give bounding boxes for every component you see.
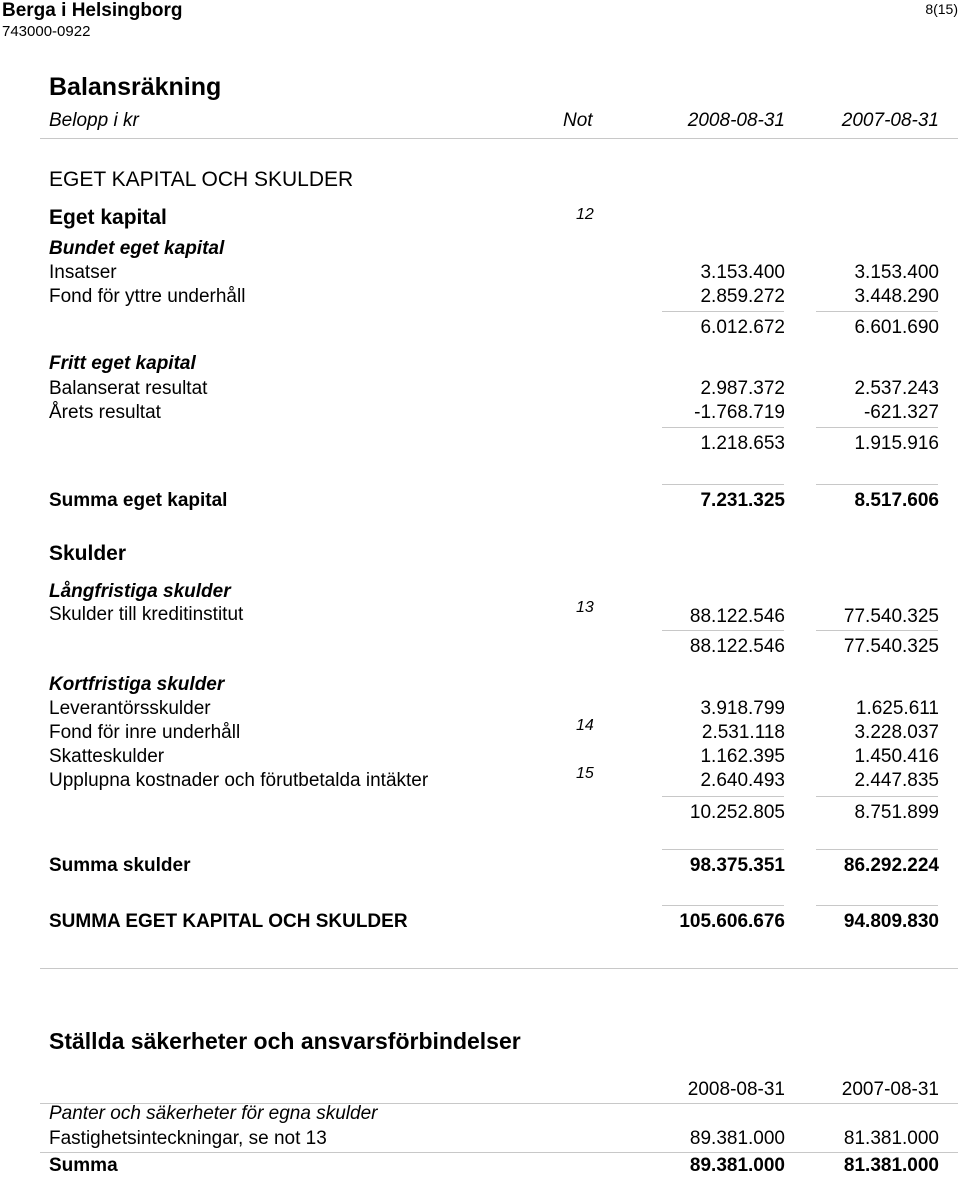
grand-total-row xyxy=(0,911,960,935)
row-value-year2: 81.381.000 xyxy=(843,1128,939,1149)
subtotal-row xyxy=(0,317,960,341)
liabilities-heading-row xyxy=(0,542,960,566)
row-value-year1: 2.531.118 xyxy=(701,722,785,743)
grand-total-year1: 105.606.676 xyxy=(679,911,785,932)
liabilities-total-label: Summa skulder xyxy=(49,855,191,876)
section-divider xyxy=(40,968,958,969)
page-title: Balansräkning xyxy=(49,73,222,101)
table-row xyxy=(0,765,960,794)
row-value-year1: -1.768.719 xyxy=(694,402,785,423)
row-value-year2: 1.450.416 xyxy=(854,746,939,767)
pledged-total-divider xyxy=(40,1152,958,1153)
row-value-year1: 89.381.000 xyxy=(689,1128,785,1149)
column-header-year2: 2007-08-31 xyxy=(841,110,939,131)
subtotal-year1: 88.122.546 xyxy=(689,636,785,657)
row-value-year1: 3.918.799 xyxy=(700,698,785,719)
short-term-heading-row xyxy=(0,674,960,698)
subtotal-divider xyxy=(662,796,784,797)
equity-total-year2: 8.517.606 xyxy=(854,490,939,511)
column-header-year1: 2008-08-31 xyxy=(687,110,785,131)
pledged-total-year1: 89.381.000 xyxy=(689,1155,785,1176)
total-divider xyxy=(816,484,938,485)
long-term-heading-row xyxy=(0,581,960,605)
row-note: 15 xyxy=(576,765,594,782)
total-divider xyxy=(816,849,938,850)
table-row xyxy=(0,286,960,310)
pledged-total-label: Summa xyxy=(49,1155,118,1176)
row-value-year1: 88.122.546 xyxy=(689,606,785,627)
subtotal-year2: 6.601.690 xyxy=(854,317,939,338)
long-term-heading: Långfristiga skulder xyxy=(49,581,231,602)
grand-total-year2: 94.809.830 xyxy=(843,911,939,932)
subtotal-divider xyxy=(816,630,938,631)
equity-total-year1: 7.231.325 xyxy=(700,490,785,511)
section-heading: EGET KAPITAL OCH SKULDER xyxy=(49,168,354,191)
total-divider xyxy=(662,849,784,850)
equity-note: 12 xyxy=(576,206,594,223)
row-value-year1: 2.859.272 xyxy=(700,286,785,307)
row-value-year2: 77.540.325 xyxy=(843,606,939,627)
subtotal-year2: 8.751.899 xyxy=(854,802,939,823)
subtotal-year1: 10.252.805 xyxy=(689,802,785,823)
row-value-year2: -621.327 xyxy=(863,402,939,423)
free-equity-heading: Fritt eget kapital xyxy=(49,353,196,374)
restricted-equity-heading-row xyxy=(0,238,960,262)
row-note: 13 xyxy=(576,599,594,616)
table-row xyxy=(0,717,960,746)
subtotal-divider xyxy=(662,630,784,631)
organization-number: 743000-0922 xyxy=(2,23,91,40)
row-value-year2: 1.625.611 xyxy=(855,698,939,719)
row-value-year2: 3.228.037 xyxy=(854,722,939,743)
pledged-heading: Panter och säkerheter för egna skulder xyxy=(49,1103,378,1124)
row-label: Skatteskulder xyxy=(49,746,165,767)
table-row xyxy=(0,262,960,286)
liabilities-total-year2: 86.292.224 xyxy=(843,855,939,876)
equity-total-label: Summa eget kapital xyxy=(49,490,228,511)
pledged-header-year2: 2007-08-31 xyxy=(841,1079,939,1100)
free-equity-heading-row xyxy=(0,353,960,377)
row-value-year2: 2.447.835 xyxy=(854,770,939,791)
table-row xyxy=(0,402,960,426)
subtotal-divider xyxy=(662,427,784,428)
pledged-column-header-row xyxy=(0,1079,960,1103)
equity-heading: Eget kapital xyxy=(49,206,167,229)
pledged-total-row xyxy=(0,1155,960,1179)
organization-name: Berga i Helsingborg xyxy=(2,0,183,21)
page-number: 8(15) xyxy=(925,1,958,17)
subtotal-row xyxy=(0,802,960,826)
row-note: 14 xyxy=(576,717,594,734)
total-divider xyxy=(662,905,784,906)
row-value-year2: 3.448.290 xyxy=(854,286,939,307)
liabilities-heading: Skulder xyxy=(49,542,127,565)
table-row xyxy=(0,746,960,770)
row-value-year2: 2.537.243 xyxy=(854,378,939,399)
subtotal-year1: 6.012.672 xyxy=(700,317,785,338)
row-value-year1: 2.640.493 xyxy=(700,770,785,791)
pledged-heading-row xyxy=(0,1103,960,1127)
row-label: Årets resultat xyxy=(49,402,161,423)
column-header-amount: Belopp i kr xyxy=(49,110,139,131)
subtotal-divider xyxy=(816,427,938,428)
subtotal-year1: 1.218.653 xyxy=(700,433,785,454)
row-label: Fond för yttre underhåll xyxy=(49,286,246,307)
grand-total-label: SUMMA EGET KAPITAL OCH SKULDER xyxy=(49,911,408,932)
pledged-header-year1: 2008-08-31 xyxy=(687,1079,785,1100)
subtotal-row xyxy=(0,636,960,660)
equity-heading-row xyxy=(0,206,960,230)
liabilities-total-year1: 98.375.351 xyxy=(689,855,785,876)
table-row xyxy=(0,1128,960,1152)
row-value-year1: 1.162.395 xyxy=(700,746,785,767)
liabilities-total-row xyxy=(0,855,960,879)
table-row xyxy=(0,698,960,722)
row-label: Balanserat resultat xyxy=(49,378,208,399)
subtotal-row xyxy=(0,433,960,457)
short-term-heading: Kortfristiga skulder xyxy=(49,674,225,695)
subtotal-year2: 77.540.325 xyxy=(843,636,939,657)
pledged-title: Ställda säkerheter och ansvarsförbindelser xyxy=(49,1028,521,1054)
restricted-equity-heading: Bundet eget kapital xyxy=(49,238,225,259)
row-value-year2: 3.153.400 xyxy=(854,262,939,283)
row-label: Skulder till kreditinstitut xyxy=(49,604,244,625)
total-divider xyxy=(816,905,938,906)
row-value-year1: 2.987.372 xyxy=(700,378,785,399)
header-divider xyxy=(40,138,958,139)
row-label: Fond för inre underhåll xyxy=(49,722,241,743)
subtotal-year2: 1.915.916 xyxy=(854,433,939,454)
column-header-note: Not xyxy=(563,110,593,131)
row-label: Insatser xyxy=(49,262,117,283)
row-label: Upplupna kostnader och förutbetalda intäkter xyxy=(49,770,429,791)
total-divider xyxy=(662,484,784,485)
pledged-total-year2: 81.381.000 xyxy=(843,1155,939,1176)
subtotal-divider xyxy=(662,311,784,312)
row-value-year1: 3.153.400 xyxy=(700,262,785,283)
table-row xyxy=(0,599,960,628)
subtotal-divider xyxy=(816,311,938,312)
subtotal-divider xyxy=(816,796,938,797)
table-row xyxy=(0,378,960,402)
row-label: Fastighetsinteckningar, se not 13 xyxy=(49,1128,327,1149)
row-label: Leverantörsskulder xyxy=(49,698,211,719)
equity-total-row xyxy=(0,490,960,514)
